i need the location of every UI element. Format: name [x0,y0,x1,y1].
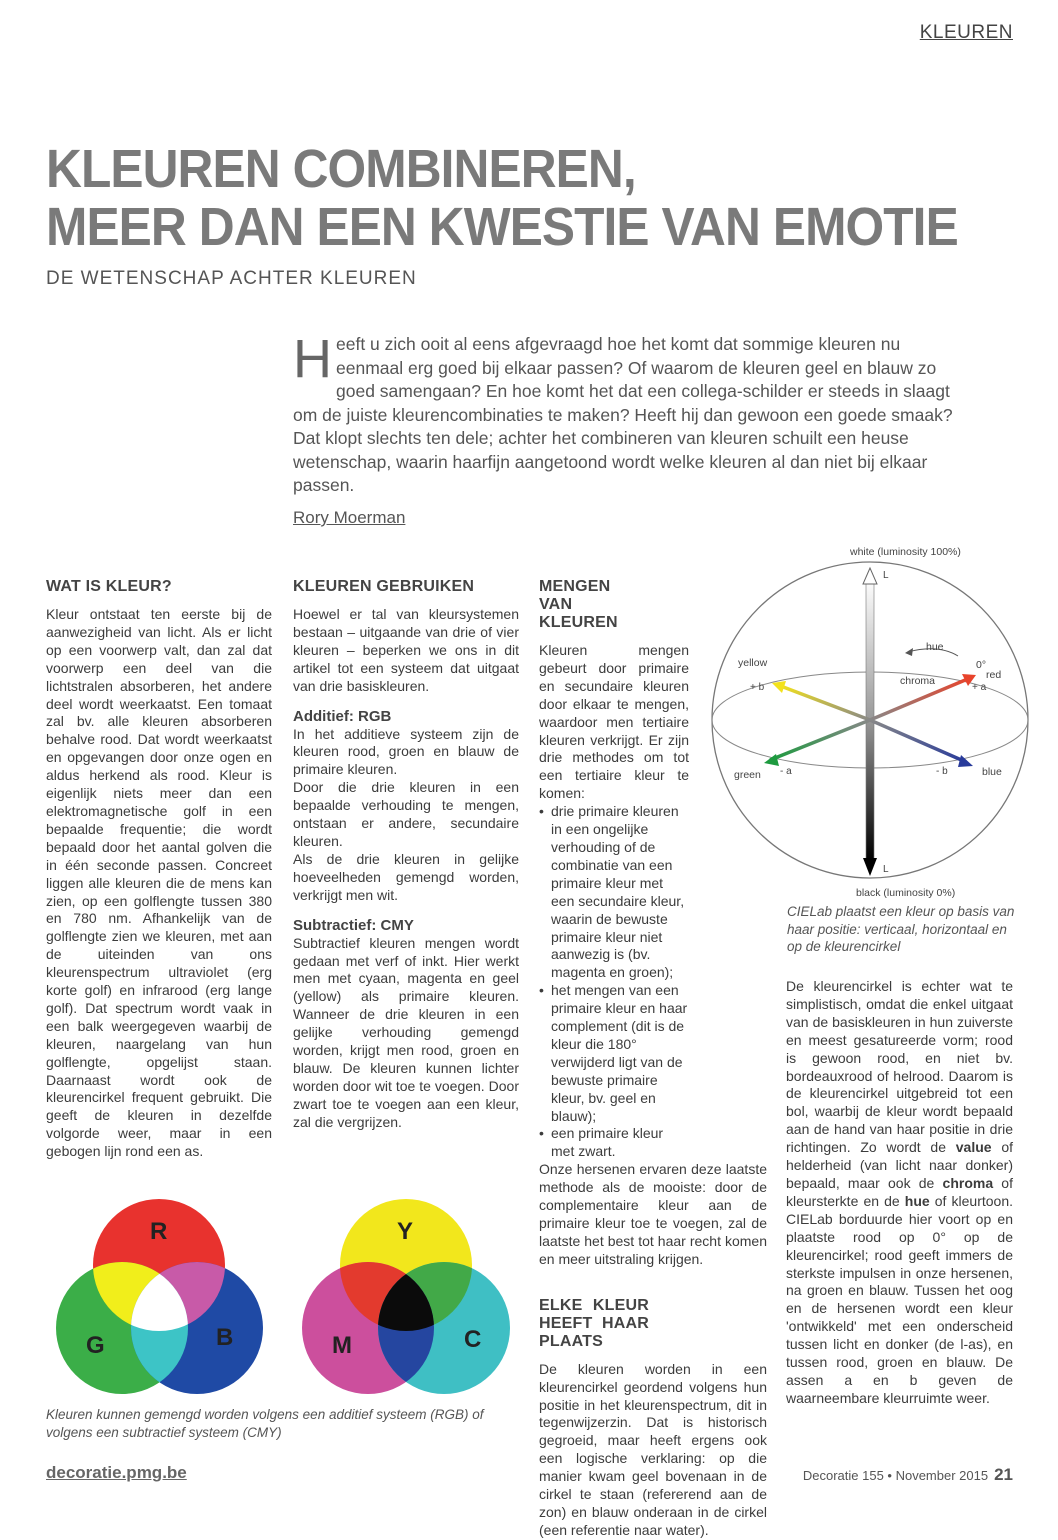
list-item: • het mengen van een primaire kleur en haar complement (dit is de kleur die 180° verwijderd ligt van de bewuste primaire kleur, bv. geel en blauw); [539,982,689,1125]
label-plus-b: + b [750,682,765,693]
label-R: R [150,1218,168,1245]
column-kleuren-gebruiken [293,578,519,1132]
color-mixing-diagrams [46,1195,526,1400]
green-axis [770,720,870,760]
label-yellow: yellow [738,657,768,669]
list-item: • een primaire kleur met zwart. [539,1125,689,1161]
label-L-top: L [883,570,889,581]
article-subtitle: DE WETENSCHAP ACHTER KLEUREN [46,268,417,289]
label-green: green [734,769,761,781]
subheading-additief: Additief: RGB [293,707,392,725]
body-subtractief: Subtractief kleuren mengen wordt gedaan met verf of inkt. Hier werkt men met cyaan, magenta en geel (yellow) als primaire kleuren. Wanneer de drie kleuren in een gelijke verhouding gemengd worden, krijgt men rood, groen en blauw. De kleuren kunnen lichter worden door wit toe te voegen. Door zwart toe te voegen aan een kleur, zal die vergrijzen. [293,934,519,1130]
label-zero-degrees: 0° [976,659,987,671]
column-kleurencirkel [786,978,1013,1408]
intro-text: eeft u zich ooit al eens afgevraagd hoe het komt dat sommige kleuren nu eenmaal erg goed bij elkaar passen? Of waarom de kleuren geel en blauw zo goed samengaan? En hoe komt het dat een collega-schilder er steeds in slaagt om de juiste kleurencombinaties te maken? Heeft hij dan gewoon een goede smaak? Dat klopt slechts ten dele; achter het combineren van kleuren schuilt een heuse wetenschap, waarin haarfijn aangetoond wordt welke kleuren al dan niet bij elkaar passen. [293,334,953,495]
body-additief-1: In het additieve systeem zijn de kleuren rood, groen en blauw de primaire kleuren. [293,725,519,778]
body-additief-3: Als de drie kleuren in gelijke hoeveelheden gemengd worden, verkrijgt men wit. [293,850,519,903]
body-mengen-2: Onze hersenen ervaren deze laatste methode als de mooiste: door de complementaire kleur aan de primaire kleur toe te voegen, zal de laatste het best tot haar recht komen en meer uitstraling krijgen. [539,1161,767,1267]
cmy-subtractive-diagram [302,1199,510,1394]
body-kleurencirkel-part-2: of helderheid (van licht naar donker) bepaald, maar ook de [786,1139,1013,1191]
body-kleurencirkel-part-4: of kleurtoon. CIELab borduurde hier voort op en plaatste rood op 0° op de kleurencirkel; rood geeft immers de sterkste impulsen in onze hersenen, na groen en blauw. Tussen het oog en de hersenen wordt een kleur 'ontwikkeld' met een onderscheid tussen licht en donker (de l-as), en tussen rood, groen en blauw. De assen a en b geven de waarneembare kleurruimte weer. [786,1192,1014,1406]
label-G: G [86,1332,105,1359]
label-C: C [464,1326,482,1353]
axis-arrow-down-icon [863,858,877,876]
body-kleuren-gebruiken-1: Hoewel er tal van kleursystemen bestaan – uitgaande van drie of vier kleuren – beperken we ons in dit artikel tot een systeem dat uitgaat van drie basiskleuren. [293,606,519,694]
label-chroma: chroma [900,675,936,687]
heading-mengen-van-kleuren: MENGEN VAN KLEUREN [539,578,618,631]
axis-arrow-up-icon [863,568,877,584]
rgb-additive-diagram [56,1199,263,1394]
label-black: black (luminosity 0%) [856,887,956,899]
label-L-bottom: L [883,864,889,875]
author-link[interactable]: Rory Moerman [293,508,406,527]
yellow-axis [778,685,870,720]
label-plus-a: + a [972,682,987,693]
body-wat-is-kleur: Kleur ontstaat ten eerste bij de aanwezigheid van licht. Als er licht op een voorwerp valt, dan zal dat voorwerp een deel van die lichtstralen absorberen, het andere deel wordt weerkaatst. Een tomaat zal bv. alle kleuren absorberen behalve rood. Dat wordt weerkaatst en opgevangen door onze ogen en aldus herkend als rood. Kleur is eigenlijk niets meer dan een elektromagnetische golf in een bepaalde frequentie; die wordt bepaald door het aantal golven die in één seconde passen. Concreet liggen alle kleuren die de mens kan zien, op een golflengte tussen 380 en 780 nm. Afhankelijk van de golflengte zien we kleuren, met aan de uiteinden van ons kleurenspectrum ultraviolet (erg korte golf) en infrarood (erg lange golf). Dat spectrum wordt vaak in een balk weergegeven waarbij de kleuren, naargelang van hun golflengte, opgelijst staan. Daarnaast wordt ook de kleurencirkel frequent gebruikt. Die geeft de kleuren in dezelfde volgorde weer, maar in een gebogen lijn rond een as. [46,606,272,1160]
footer-issue [803,1465,1013,1485]
column-wat-is-kleur [46,578,272,1161]
circles-caption: Kleuren kunnen gemengd worden volgens een additief systeem (RGB) of volgens een subtractief systeem (CMY) [46,1407,484,1440]
label-red: red [986,669,1002,681]
body-mengen-1: Kleuren mengen gebeurt door primaire en secundaire kleuren door elkaar te mengen, waardoor men tertiaire kleuren verkrijgt. Er zijn drie methodes om tot een tertiaire kleur te komen: [539,642,689,802]
body-kleurencirkel-part-3: of kleursterkte en de [786,1174,1013,1209]
article-title [46,139,958,257]
footer-site-link[interactable]: decoratie.pmg.be [46,1463,187,1482]
label-Y: Y [397,1218,414,1245]
label-M: M [332,1332,352,1359]
label-white: white (luminosity 100%) [850,546,961,558]
label-minus-a: - a [780,766,792,777]
subheading-subtractief: Subtractief: CMY [293,916,414,934]
blue-axis [870,720,966,762]
term-hue: hue [904,1192,930,1209]
list-item: • drie primaire kleuren in een ongelijke verhouding of de combinatie van een primaire kleur met een secundaire kleur, waarin de bewuste primaire kleur niet aanwezig is (bv. magenta en groen); [539,803,689,982]
section-tag: KLEUREN [919,22,1013,43]
label-hue: hue [926,641,944,653]
intro-paragraph [293,329,953,498]
yellow-arrow-icon [772,681,786,693]
term-value: value [955,1139,992,1156]
body-kleurencirkel-part-1: De kleurencirkel is echter wat te simplistisch, omdat die enkel uitgaat van de basiskleuren in hun zuiverste en meest gesatureerde vorm; rood is gewoon rood, en niet bv. bordeauxrood of helrood. Daarom is de kleurencirkel uitgebreid tot een bol, waarbij de kleur wordt bepaald aan de hand van haar positie in drie richtingen. Zo wordt de [786,978,1013,1156]
sphere-caption: CIELab plaatst een kleur op basis van haar positie: verticaal, horizontaal en op de kleurencirkel [787,904,1015,954]
body-kleurencirkel [786,978,1013,1408]
hue-arrow-icon [905,648,913,656]
footer-issue-text: Decoratie 155 • November 2015 [802,1468,989,1483]
heading-elke-kleur: ELKE KLEUR HEEFT HAAR PLAATS [539,1296,649,1350]
label-minus-b: - b [936,766,948,777]
drop-cap: H [293,329,332,389]
mengen-narrow-block [539,642,689,1161]
mengen-bullet-list [539,803,689,1161]
term-chroma: chroma [942,1174,994,1191]
page-number: 21 [994,1465,1013,1484]
heading-wat-is-kleur: WAT IS KLEUR? [46,578,172,595]
title-line-1: KLEUREN COMBINEREN, [46,139,636,199]
body-additief-2: Door die drie kleuren in een bepaalde verhouding te mengen, ontstaan er andere, secundaire kleuren. [293,779,519,849]
title-line-2: MEER DAN EEN KWESTIE VAN EMOTIE [46,197,958,257]
label-B: B [216,1324,234,1351]
heading-kleuren-gebruiken: KLEUREN GEBRUIKEN [293,578,475,595]
column-mengen-van-kleuren [539,578,767,1540]
label-blue: blue [982,766,1002,778]
body-elke-kleur: De kleuren worden in een kleurencirkel geordend volgens hun positie in het kleurenspectrum, dit in tegenwijzerzin. Dat is historisch gegroeid, maar heeft ergens ook een logische verklaring: op die manier kwam geel bovenaan in de cirkel te staan (refererend aan de zon) en blauw onderaan in de cirkel (een referentie naar water). [539,1360,767,1538]
